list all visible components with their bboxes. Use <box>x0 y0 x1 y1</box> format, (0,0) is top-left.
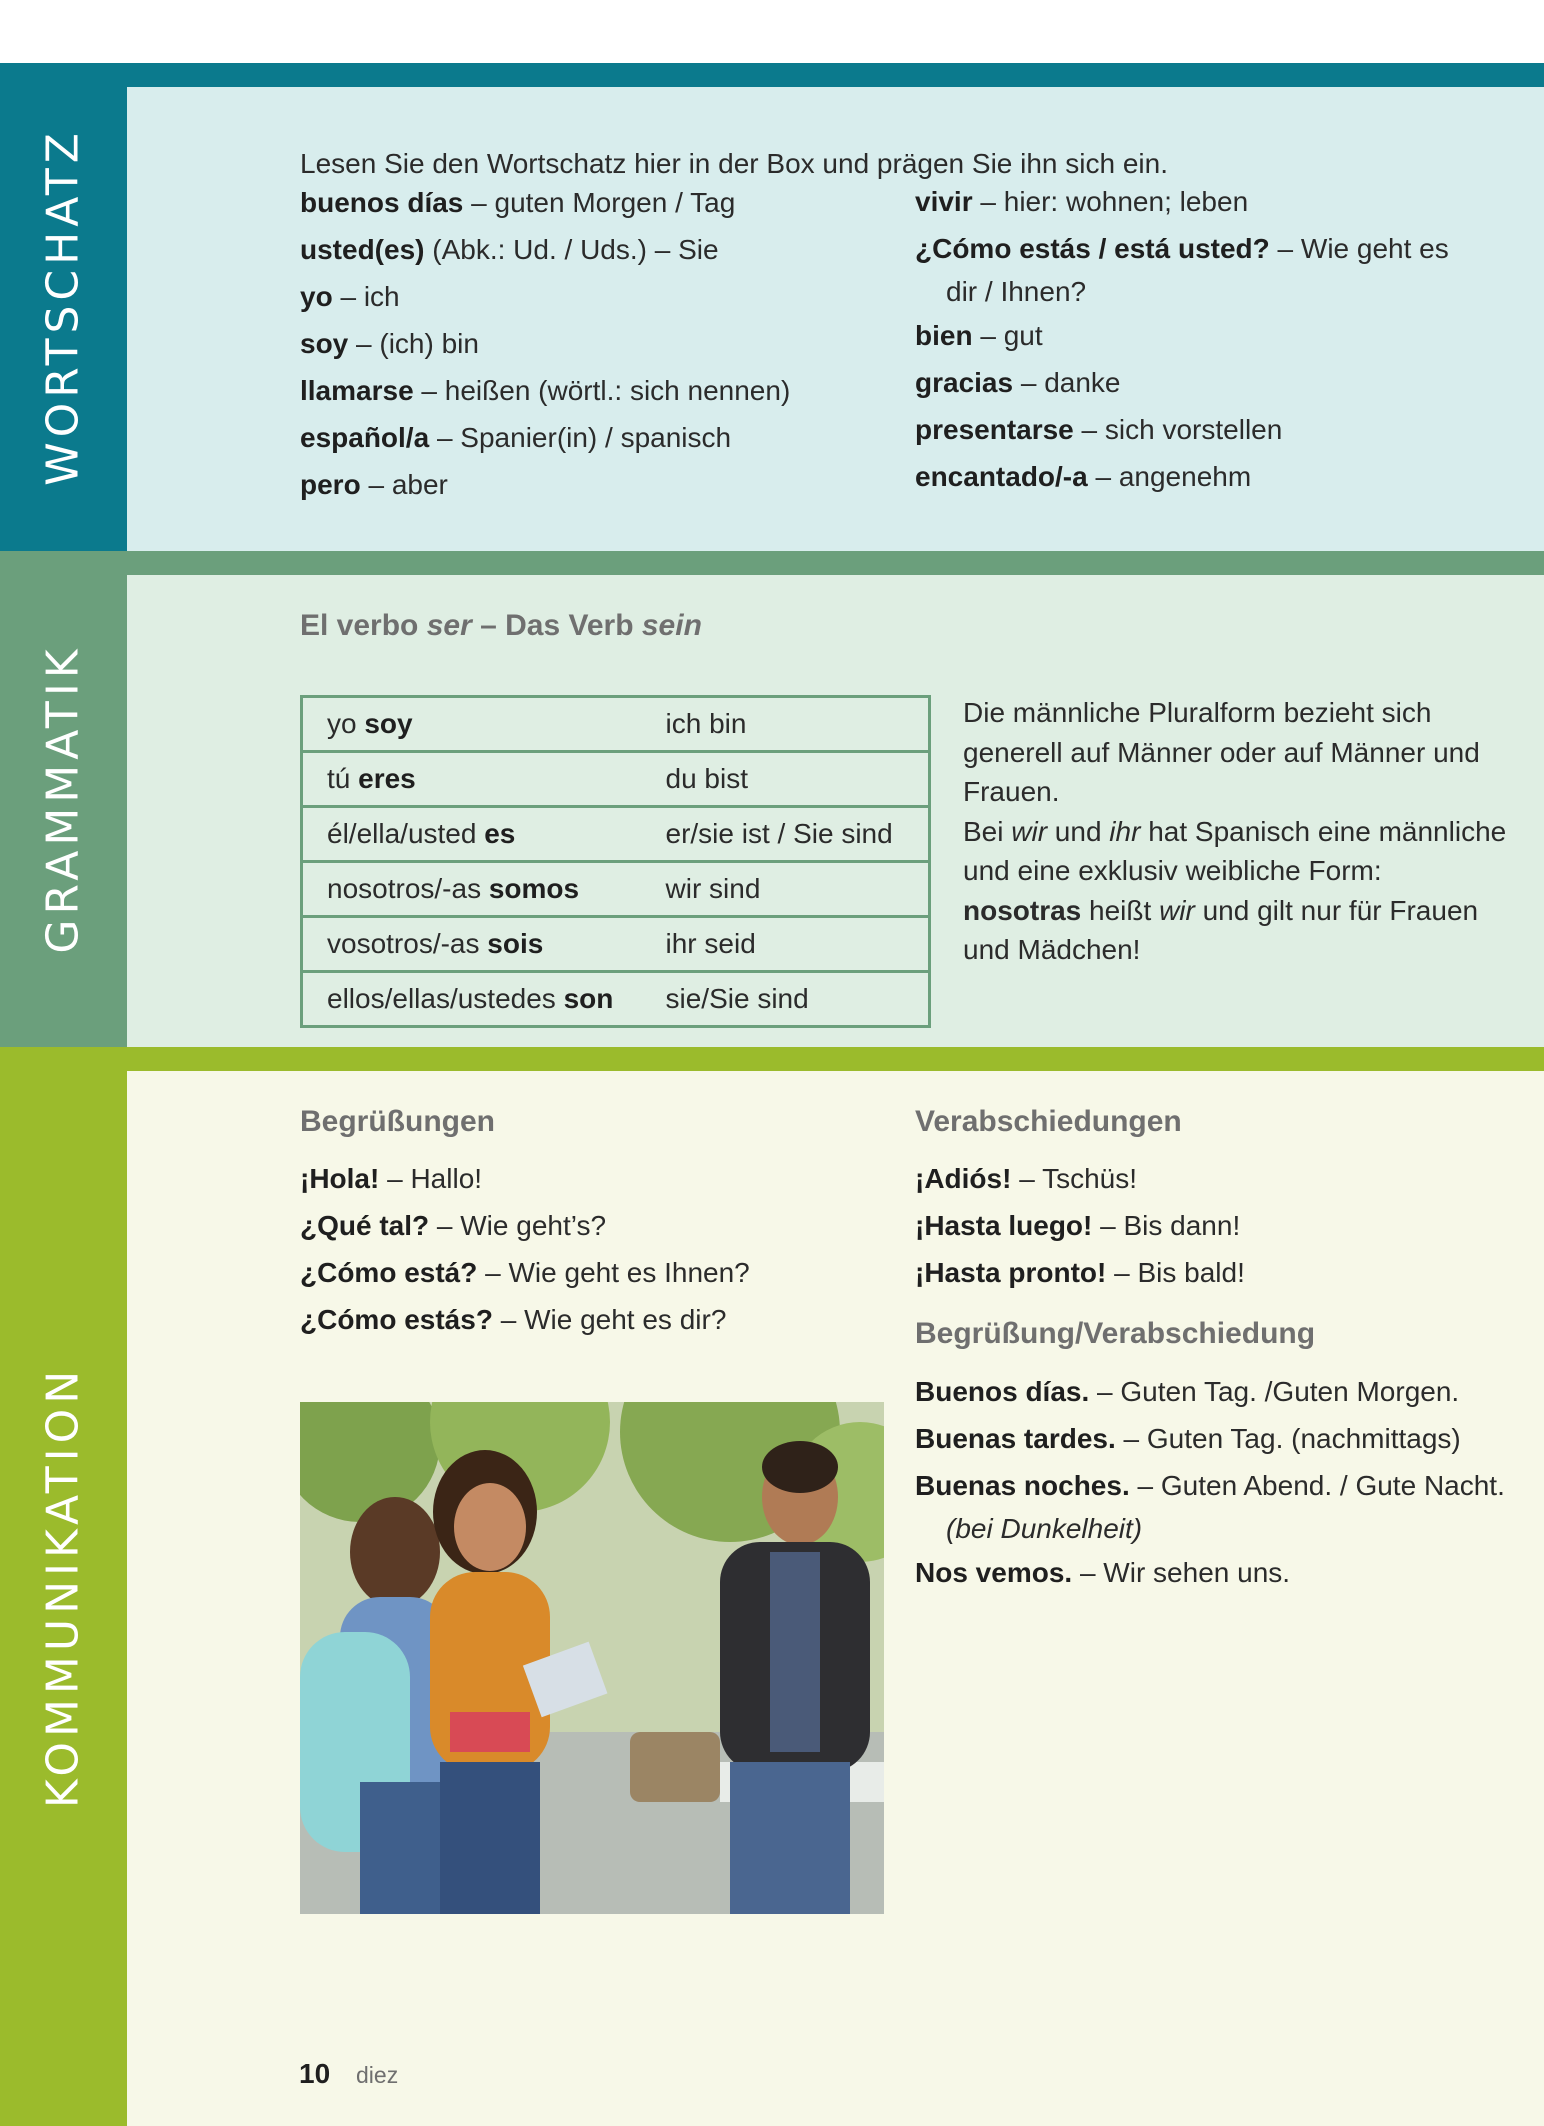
vocab-item <box>300 320 790 367</box>
conjugation-table <box>300 695 931 1028</box>
begruessungen-list <box>300 1155 750 1343</box>
phrase-translation: – Wie geht es Ihnen? <box>477 1257 750 1288</box>
phrase-continuation: (bei Dunkelheit) <box>946 1513 1143 1544</box>
vocab-item <box>915 225 1449 272</box>
vocab-term: llamarse <box>300 375 414 406</box>
phrase-translation: – Bis dann! <box>1092 1210 1241 1241</box>
vocab-term: pero <box>300 469 361 500</box>
vocab-term: español/a <box>300 422 430 453</box>
kommunikation-panel <box>127 1071 1544 2126</box>
page-number: 10 <box>299 2058 331 2089</box>
note-paragraph <box>963 812 1523 891</box>
table-cell-translation: wir sind <box>642 862 930 917</box>
phrase-term: Nos vemos. <box>915 1557 1073 1588</box>
verb-text: soy <box>364 708 413 739</box>
verb-text: sois <box>487 928 544 959</box>
grammatik-band <box>127 551 1544 575</box>
table-row <box>302 972 930 1027</box>
vocab-translation: – Wie geht es <box>1269 233 1449 264</box>
vocab-item <box>915 178 1449 225</box>
phrase-item <box>300 1202 750 1249</box>
vocab-term: encantado/-a <box>915 461 1088 492</box>
phrase-translation: – Tschüs! <box>1011 1163 1137 1194</box>
verb-text: somos <box>488 873 580 904</box>
begruessung-verabschiedung-heading: Begrüßung/Verabschiedung <box>915 1317 1316 1350</box>
vocab-item <box>915 406 1449 453</box>
vocab-term: vivir <box>915 186 973 217</box>
note-italic: wir <box>1011 815 1048 847</box>
table-cell-translation: ich bin <box>665 708 747 739</box>
phrase-term: ¡Hola! <box>300 1163 380 1194</box>
table-row <box>302 917 930 972</box>
wortschatz-section <box>0 63 1544 551</box>
subject-text: él/ella/usted <box>327 818 485 849</box>
note-paragraph: Die männliche Pluralform bezieht sich generell auf Männer oder auf Männer und Frauen. <box>963 697 1480 807</box>
table-cell-subject <box>302 917 642 972</box>
phrase-term: ¿Cómo estás? <box>300 1304 493 1335</box>
vocab-item <box>300 461 790 508</box>
begruessungen-heading: Begrüßungen <box>300 1105 495 1138</box>
wortschatz-left-list <box>300 179 790 508</box>
phrase-item <box>915 1368 1505 1415</box>
phrase-item <box>915 1415 1505 1462</box>
vocab-translation: – ich <box>332 281 400 312</box>
grammatik-heading <box>300 609 702 643</box>
subject-text: vosotros/-as <box>327 928 488 959</box>
vocab-translation: – (ich) bin <box>348 328 479 359</box>
vocab-term: buenos días <box>300 187 464 218</box>
phrase-item <box>915 1155 1245 1202</box>
kommunikation-band <box>127 1047 1544 1071</box>
vocab-translation: – guten Morgen / Tag <box>463 187 736 218</box>
subject-text: tú <box>327 763 359 794</box>
vocab-item <box>300 273 790 320</box>
vocab-term: gracias <box>915 367 1014 398</box>
grammatik-sidebar <box>0 551 127 1047</box>
grammatik-panel <box>127 575 1544 1047</box>
grammar-note <box>963 693 1523 970</box>
table-cell-subject <box>302 807 642 862</box>
heading-text: El verbo <box>300 609 427 642</box>
phrase-item <box>915 1249 1245 1296</box>
phrase-item <box>915 1202 1245 1249</box>
table-row <box>302 697 930 752</box>
wortschatz-band <box>127 63 1544 87</box>
vocab-translation: – aber <box>360 469 448 500</box>
grammatik-section <box>0 551 1544 1047</box>
vocab-term: presentarse <box>915 414 1074 445</box>
grammatik-side-label: GRAMMATIK <box>37 644 89 954</box>
vocab-translation: – angenehm <box>1087 461 1252 492</box>
verabschiedungen-heading: Verabschiedungen <box>915 1105 1182 1138</box>
table-cell-subject <box>302 697 642 752</box>
phrase-term: Buenos días. <box>915 1376 1090 1407</box>
vocab-translation: – gut <box>972 320 1043 351</box>
phrase-translation: – Wie geht’s? <box>429 1210 607 1241</box>
vocab-translation: – heißen (wörtl.: sich nennen) <box>413 375 791 406</box>
subject-text: ellos/ellas/ustedes <box>327 983 564 1014</box>
kommunikation-sidebar <box>0 1047 127 2126</box>
phrase-term: ¡Adiós! <box>915 1163 1012 1194</box>
vocab-item <box>300 226 790 273</box>
photo-illustration <box>300 1402 884 1914</box>
phrase-translation: – Hallo! <box>379 1163 483 1194</box>
phrase-term: ¿Cómo está? <box>300 1257 478 1288</box>
subject-text: nosotros/-as <box>327 873 489 904</box>
vocab-translation: – Spanier(in) / spanisch <box>429 422 732 453</box>
kommunikation-side-label: KOMMUNIKATION <box>37 1365 89 1808</box>
table-cell-translation: ihr seid <box>642 917 930 972</box>
vocab-item <box>300 179 790 226</box>
table-cell-subject <box>302 752 642 807</box>
vocab-item <box>300 414 790 461</box>
phrase-translation: – Bis bald! <box>1106 1257 1245 1288</box>
verb-text: son <box>563 983 614 1014</box>
wortschatz-side-label: WORTSCHATZ <box>37 128 89 486</box>
heading-text: – Das Verb <box>471 609 642 642</box>
vocab-translation: – danke <box>1013 367 1121 398</box>
vocab-term: ¿Cómo estás / está usted? <box>915 233 1270 264</box>
wortschatz-sidebar <box>0 63 127 551</box>
phrase-translation: – Guten Tag. (nachmittags) <box>1115 1423 1461 1454</box>
note-text: hat Spanisch eine männliche und eine exklusiv weibliche Form: <box>963 815 1507 886</box>
phrase-item <box>915 1462 1505 1509</box>
phrase-translation: – Guten Abend. / Gute Nacht. <box>1129 1470 1505 1501</box>
note-paragraph <box>963 891 1523 970</box>
phrase-term: ¡Hasta pronto! <box>915 1257 1107 1288</box>
note-italic: wir <box>1159 894 1195 926</box>
table-cell-translation: du bist <box>642 752 930 807</box>
wortschatz-right-list <box>915 178 1449 500</box>
vocab-term: soy <box>300 328 349 359</box>
verb-text: eres <box>358 763 416 794</box>
note-term: nosotras <box>963 894 1082 926</box>
subject-text: yo <box>327 708 365 739</box>
vocab-continuation: dir / Ihnen? <box>946 276 1087 307</box>
note-text: Bei <box>963 815 1012 847</box>
verb-text: es <box>484 818 516 849</box>
table-row <box>302 807 930 862</box>
begruessung-verabschiedung-list <box>915 1368 1505 1596</box>
phrase-translation: – Guten Tag. /Guten Morgen. <box>1089 1376 1460 1407</box>
vocab-term: yo <box>300 281 333 312</box>
vocab-term: usted(es) <box>300 234 425 265</box>
students-greeting-photo <box>300 1402 884 1914</box>
heading-italic: ser <box>426 609 472 642</box>
vocab-translation: – hier: wohnen; leben <box>972 186 1249 217</box>
note-italic: ihr <box>1109 815 1141 847</box>
vocab-item <box>915 453 1449 500</box>
phrase-item <box>300 1249 750 1296</box>
table-row <box>302 752 930 807</box>
table-cell-subject <box>302 862 642 917</box>
phrase-item <box>300 1296 750 1343</box>
note-text: heißt <box>1081 894 1160 926</box>
heading-italic: sein <box>641 609 702 642</box>
phrase-item <box>915 1549 1505 1596</box>
phrase-term: ¿Qué tal? <box>300 1210 430 1241</box>
phrase-translation: – Wie geht es dir? <box>492 1304 727 1335</box>
phrase-translation: – Wir sehen uns. <box>1072 1557 1291 1588</box>
vocab-translation: – sich vorstellen <box>1073 414 1283 445</box>
table-cell-subject <box>302 972 642 1027</box>
wortschatz-intro: Lesen Sie den Wortschatz hier in der Box und prägen Sie ihn sich ein. <box>300 148 1168 179</box>
note-text: und gilt nur für Frauen und Mädchen! <box>963 894 1479 965</box>
vocab-item <box>300 367 790 414</box>
table-row <box>302 862 930 917</box>
kommunikation-section <box>0 1047 1544 2126</box>
phrase-term: Buenas tardes. <box>915 1423 1116 1454</box>
vocab-term: bien <box>915 320 973 351</box>
table-cell-translation: er/sie ist / Sie sind <box>642 807 930 862</box>
phrase-item <box>300 1155 750 1202</box>
note-text: und <box>1047 815 1110 847</box>
vocab-item <box>915 312 1449 359</box>
phrase-term: Buenas noches. <box>915 1470 1130 1501</box>
verabschiedungen-list <box>915 1155 1245 1296</box>
vocab-translation: (Abk.: Ud. / Uds.) – Sie <box>424 234 719 265</box>
vocab-item <box>915 359 1449 406</box>
page-number-word: diez <box>356 2062 399 2088</box>
table-cell-translation: sie/Sie sind <box>642 972 930 1027</box>
phrase-term: ¡Hasta luego! <box>915 1210 1093 1241</box>
wortschatz-panel <box>127 87 1544 551</box>
